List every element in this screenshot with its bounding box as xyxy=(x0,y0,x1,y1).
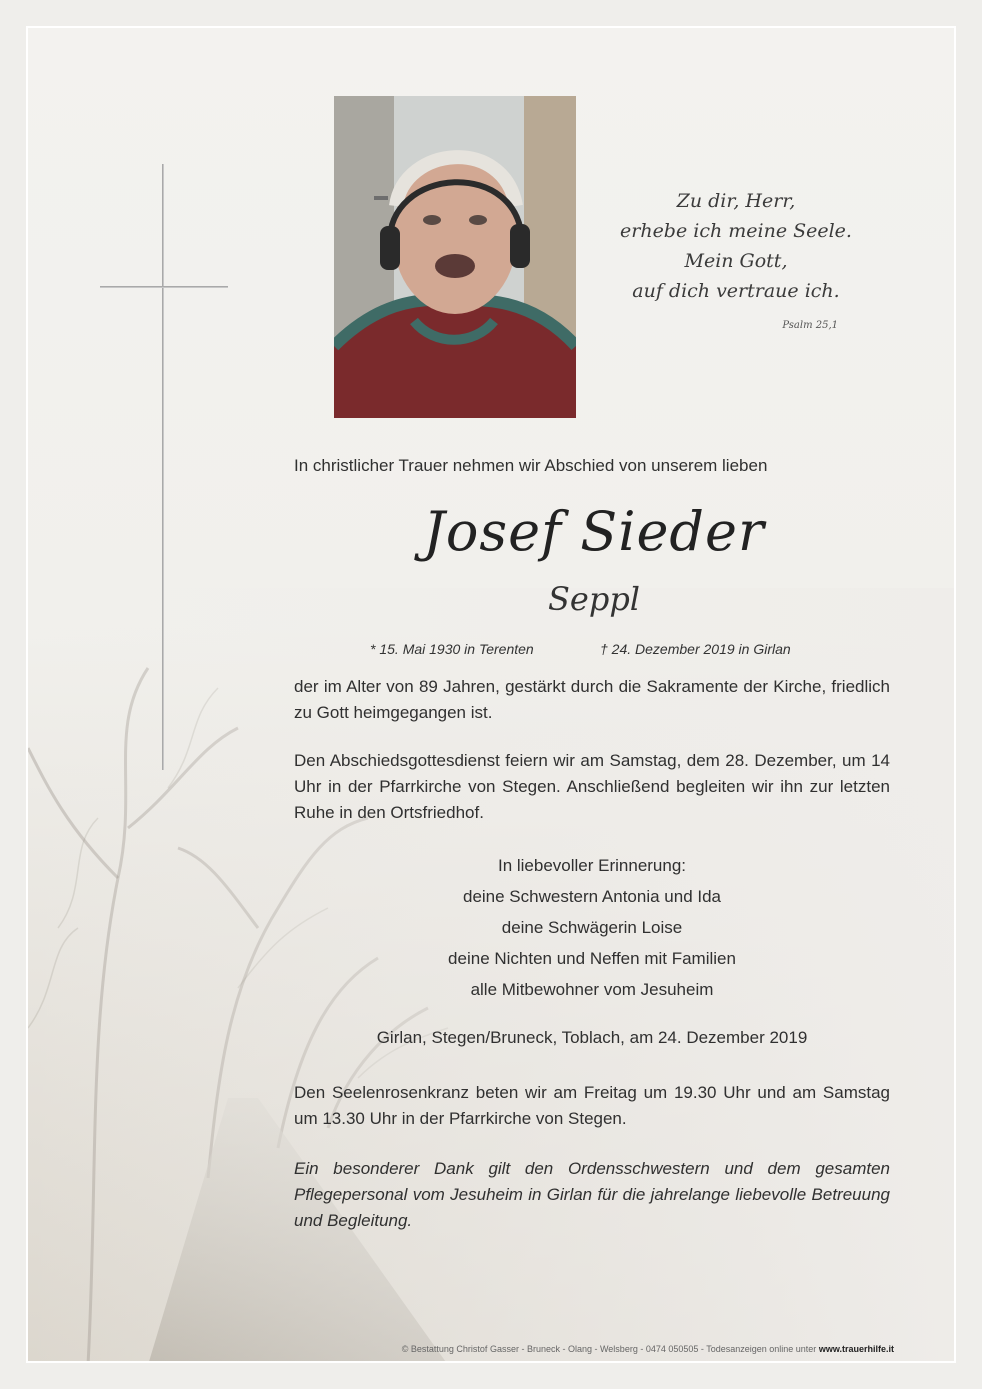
deceased-nickname: Seppl xyxy=(547,580,641,618)
mourner-line: deine Nichten und Neffen mit Familien xyxy=(448,949,736,968)
mourner-line: deine Schwägerin Loise xyxy=(501,918,683,937)
verse-line: erhebe ich meine Seele. xyxy=(620,220,852,242)
footer-link[interactable]: www.trauerhilfe.it xyxy=(818,1344,894,1354)
mourners-list xyxy=(294,850,890,1005)
paragraph-funeral: Den Abschiedsgottesdienst feiern wir am Samstag, dem 28. Dezember, um 14 Uhr in der Pfarrkirche von Stegen. Anschließend begleiten wir ihn zur letzten Ruhe in den Ortsfriedhof. xyxy=(294,751,890,822)
paragraph-rosary: Den Seelenrosenkranz beten wir am Freitag um 19.30 Uhr und am Samstag um 13.30 Uhr in der Pfarrkirche von Stegen. xyxy=(294,1083,890,1128)
verse-reference: Psalm 25,1 xyxy=(782,320,838,331)
obituary-card xyxy=(26,26,956,1363)
footer-text: © Bestattung Christof Gasser - Bruneck - Olang - Welsberg - 0474 050505 - Todesanzeigen online unter xyxy=(401,1344,817,1354)
paragraph-thanks: Ein besonderer Dank gilt den Ordensschwestern und dem gesamten Pflegepersonal vom Jesuheim in Girlan für die jahrelange liebevolle Betreuung und Begleitung. xyxy=(294,1159,890,1230)
psalm-verse xyxy=(608,186,864,306)
birth-date: * 15. Mai 1930 in Terenten xyxy=(370,641,534,657)
death-date: † 24. Dezember 2019 in Girlan xyxy=(600,641,791,657)
cross-vertical-bar xyxy=(162,164,164,770)
cross-horizontal-bar xyxy=(100,286,228,288)
verse-line: auf dich vertraue ich. xyxy=(632,280,840,302)
footer-credits xyxy=(294,1344,894,1354)
verse-line: Mein Gott, xyxy=(684,250,788,272)
mourners-heading: In liebevoller Erinnerung: xyxy=(497,856,687,875)
intro-text: In christlicher Trauer nehmen wir Abschied von unserem lieben xyxy=(294,456,768,475)
mourner-line: deine Schwestern Antonia und Ida xyxy=(462,887,722,906)
paragraph-passing: der im Alter von 89 Jahren, gestärkt durch die Sakramente der Kirche, friedlich zu Gott heimgegangen ist. xyxy=(294,677,890,722)
mourner-line: alle Mitbewohner vom Jesuheim xyxy=(470,980,714,999)
deceased-name: Josef Sieder xyxy=(423,500,765,563)
portrait-photo xyxy=(334,96,576,418)
verse-line: Zu dir, Herr, xyxy=(676,190,796,212)
place-and-date: Girlan, Stegen/Bruneck, Toblach, am 24. Dezember 2019 xyxy=(376,1028,808,1047)
